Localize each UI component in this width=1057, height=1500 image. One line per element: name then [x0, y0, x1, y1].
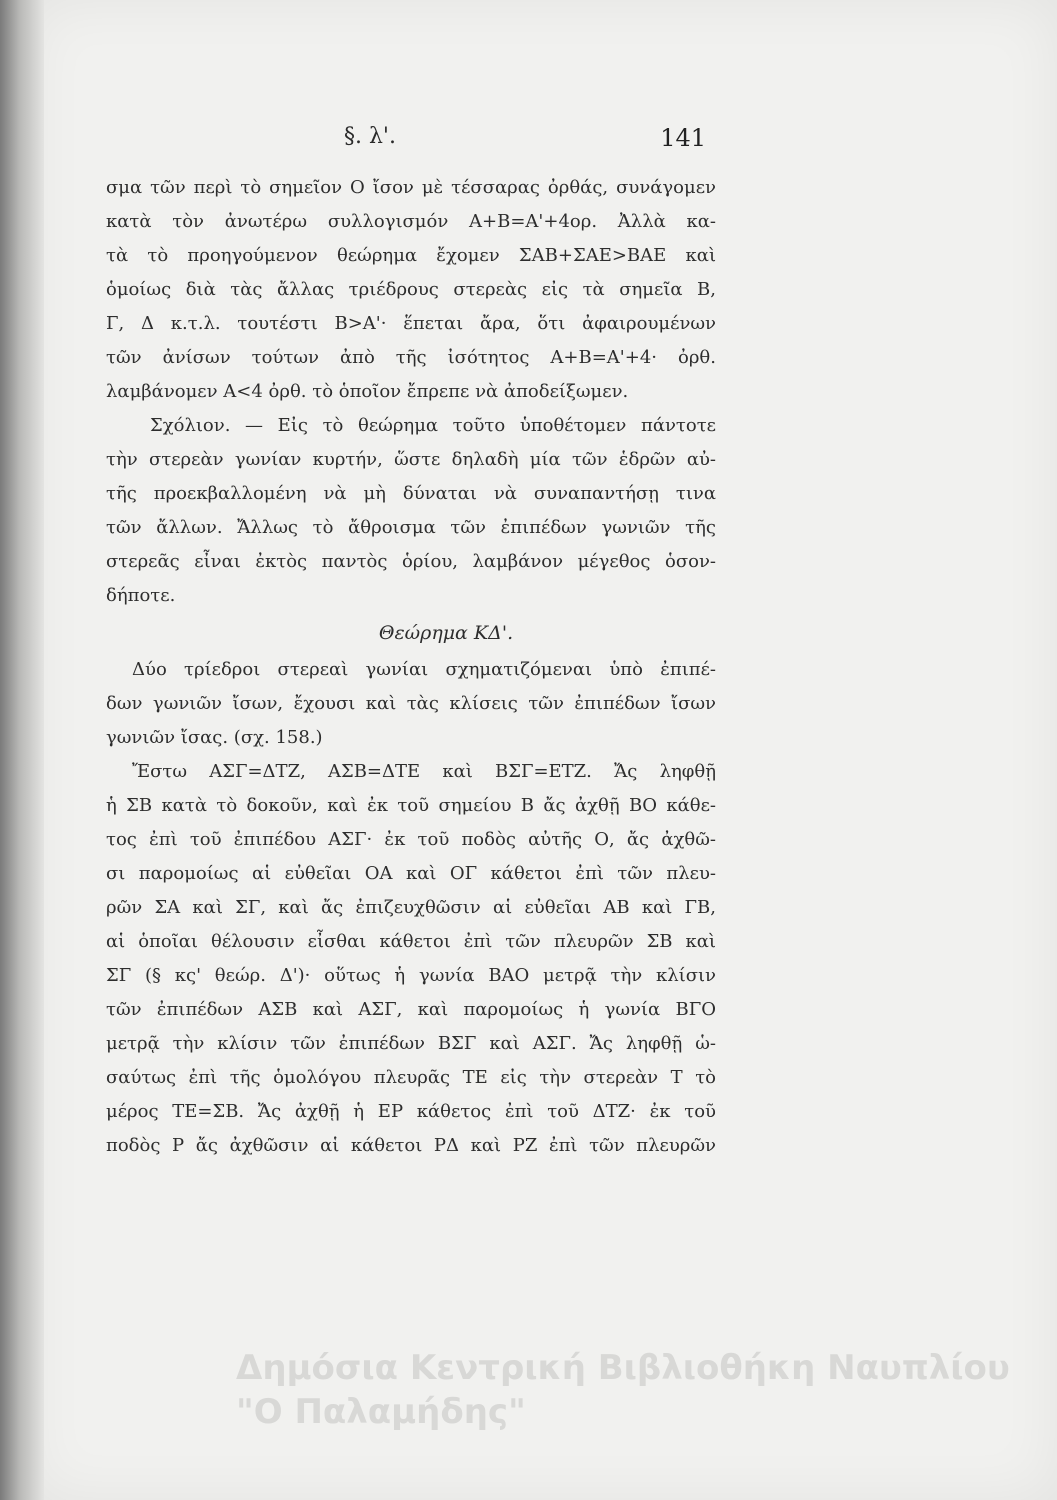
page-number: 141: [660, 124, 706, 152]
scholion-line: στερεᾶς εἶναι ἐκτὸς παντὸς ὁρίου, λαμβάνον μέγεθος ὁσον-: [106, 551, 716, 572]
section-mark: §. λ'.: [344, 124, 396, 149]
watermark-line-1: Δημόσια Κεντρική Βιβλιοθήκη Ναυπλίου: [236, 1348, 1010, 1388]
proof-line: μέρος ΤΕ=ΣΒ. Ἄς ἀχθῇ ἡ ΕΡ κάθετος ἐπὶ τοῦ ΔΤΖ· ἐκ τοῦ: [106, 1101, 716, 1122]
text-line: Γ, Δ κ.τ.λ. τουτέστι Β>Α'· ἕπεται ἄρα, ὅτι ἀφαιρουμένων: [106, 313, 716, 334]
proof-line: σι παρομοίως αἱ εὐθεῖαι ΟΑ καὶ ΟΓ κάθετοι ἐπὶ τῶν πλευ-: [106, 863, 716, 884]
proof-line: μετρᾷ τὴν κλίσιν τῶν ἐπιπέδων ΒΣΓ καὶ ΑΣΓ. Ἄς ληφθῇ ὡ-: [106, 1033, 716, 1054]
proof-line: Ἔστω ΑΣΓ=ΔΤΖ, ΑΣΒ=ΔΤΕ καὶ ΒΣΓ=ΕΤΖ. Ἄς ληφθῇ: [132, 761, 716, 782]
page-body: [106, 171, 716, 1163]
binding-shadow: [0, 0, 44, 1500]
page-header: [0, 124, 1057, 164]
text-line: τὰ τὸ προηγούμενον θεώρημα ἔχομεν ΣΑΒ+ΣΑΕ>ΒΑΕ καὶ: [106, 245, 716, 266]
text-line: λαμβάνομεν Α<4 ὀρθ. τὸ ὁποῖον ἔπρεπε νὰ ἀποδείξωμεν.: [106, 381, 629, 402]
scholion-line: τὴν στερεὰν γωνίαν κυρτήν, ὥστε δηλαδὴ μία τῶν ἑδρῶν αὐ-: [106, 449, 716, 470]
library-watermark: [236, 1346, 1036, 1434]
text-line: τῶν ἀνίσων τούτων ἀπὸ τῆς ἰσότητος Α+Β=Α'+4· ὀρθ.: [106, 347, 716, 368]
text-line: σμα τῶν περὶ τὸ σημεῖον Ο ἴσον μὲ τέσσαρας ὀρθάς, συνάγομεν: [106, 177, 716, 198]
scholion-line: τῆς προεκβαλλομένη νὰ μὴ δύναται νὰ συναπαντήσῃ τινα: [106, 483, 716, 504]
theorem-title: Θεώρημα ΚΔ'.: [378, 622, 514, 644]
proof-line: ΣΓ (§ κς' θεώρ. Δ')· οὕτως ἡ γωνία ΒΑΟ μετρᾷ τὴν κλίσιν: [106, 965, 716, 986]
proof-line: τῶν ἐπιπέδων ΑΣΒ καὶ ΑΣΓ, καὶ παρομοίως ἡ γωνία ΒΓΟ: [106, 999, 716, 1020]
text-line: κατὰ τὸν ἀνωτέρω συλλογισμόν Α+Β=Α'+4ορ. Ἀλλὰ κα-: [106, 211, 716, 232]
theorem-line: δων γωνιῶν ἴσων, ἔχουσι καὶ τὰς κλίσεις τῶν ἐπιπέδων ἴσων: [106, 693, 716, 714]
scholion-line: δήποτε.: [106, 585, 176, 606]
text-line: ὁμοίως διὰ τὰς ἄλλας τριέδρους στερεὰς εἰς τὰ σημεῖα Β,: [106, 279, 716, 300]
proof-line: ἡ ΣΒ κατὰ τὸ δοκοῦν, καὶ ἐκ τοῦ σημείου Β ἄς ἀχθῇ ΒΟ κάθε-: [106, 795, 716, 816]
theorem-line: γωνιῶν ἴσας. (σχ. 158.): [106, 727, 323, 748]
proof-line: σαύτως ἐπὶ τῆς ὁμολόγου πλευρᾶς ΤΕ εἰς τὴν στερεὰν Τ τὸ: [106, 1067, 716, 1088]
scholion-line: Σχόλιον. — Εἰς τὸ θεώρημα τοῦτο ὑποθέτομεν πάντοτε: [150, 415, 716, 436]
proof-line: ρῶν ΣΑ καὶ ΣΓ, καὶ ἄς ἐπιζευχθῶσιν αἱ εὐθεῖαι ΑΒ καὶ ΓΒ,: [106, 897, 716, 918]
proof-line: τος ἐπὶ τοῦ ἐπιπέδου ΑΣΓ· ἐκ τοῦ ποδὸς αὐτῆς Ο, ἄς ἀχθῶ-: [106, 829, 716, 850]
theorem-line: Δύο τρίεδροι στερεαὶ γωνίαι σχηματιζόμεναι ὑπὸ ἐπιπέ-: [132, 659, 716, 680]
scholion-line: τῶν ἄλλων. Ἄλλως τὸ ἄθροισμα τῶν ἐπιπέδων γωνιῶν τῆς: [106, 517, 716, 538]
watermark-line-2: "Ο Παλαμήδης": [236, 1392, 526, 1432]
proof-line: ποδὸς Ρ ἄς ἀχθῶσιν αἱ κάθετοι ΡΔ καὶ ΡΖ ἐπὶ τῶν πλευρῶν: [106, 1135, 716, 1156]
proof-line: αἱ ὁποῖαι θέλουσιν εἶσθαι κάθετοι ἐπὶ τῶν πλευρῶν ΣΒ καὶ: [106, 931, 716, 952]
